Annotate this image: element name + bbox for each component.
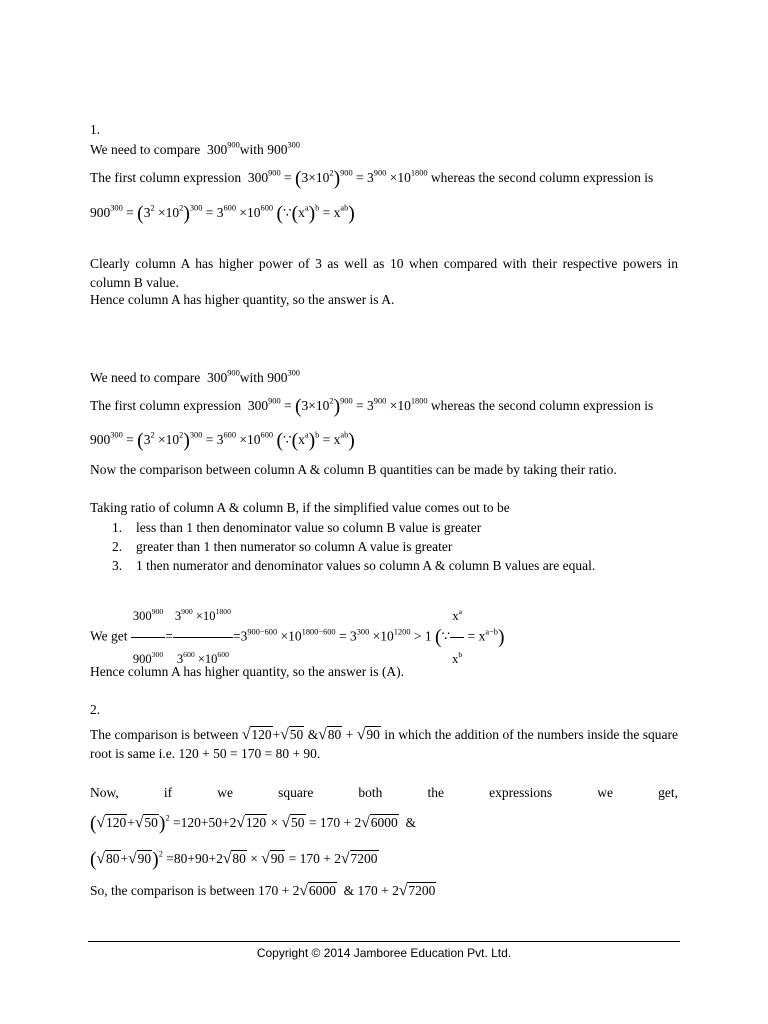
alt-expr-b: $900^{300}$ (267, 368, 300, 385)
footer-copyright: Copyright © 2014 Jamboree Education Pvt. Ltd. (256, 946, 512, 960)
alt-comparison-line: Now the comparison between column A & column B quantities can be made by taking their ratio. (90, 462, 617, 477)
alt-first-column-line (90, 396, 678, 418)
list-item: 3. 1 then numerator and denominator values so column A & column B values are equal. (112, 558, 596, 573)
q2-comparison-paragraph: The comparison is between √120+√50 &√80 + √90 in which the addition of the numbers inside the square root is same i.e. 120 + 50 = 170 = 80 + 90. (90, 726, 679, 761)
list-item: 2. greater than 1 then numerator so column A value is greater (112, 539, 453, 554)
q2-now-line: Now, if we square both the expressions we get, (90, 785, 678, 800)
footer-divider (88, 941, 680, 942)
alt-first-col-label: The first column expression (90, 398, 242, 413)
q2-square-formula-2: $(√80+√90)^2 =80+90+2√80 \times √90 = 170 + 2√7200$ (90, 849, 378, 871)
q1-compare-label: We need to compare (90, 142, 201, 157)
alt-compare-label: We need to compare (90, 370, 201, 385)
alt-expr-a: $300^{900}$ (203, 368, 240, 385)
q1-compare-line (90, 142, 300, 158)
q1-with-word: with (239, 142, 264, 157)
alt-whereas-text: whereas the second column expression is (430, 398, 654, 413)
alt-first-col-formula: $300^{900} = (3\times 10^2)^{900} = 3^{900} \times 10^{1800}$ (244, 396, 428, 418)
q2-square-formula-1: $(√120+√50)^2 =120+50+2√120 \times √50 = 170 + 2√6000$ & (90, 813, 417, 835)
q2-so-line: So, the comparison is between 170 + 2√6000 & 170 + 2√7200 (90, 882, 436, 899)
alt-hence-line: Hence column A has higher quantity, so the answer is (A). (90, 664, 405, 679)
q1-expr-a: $300^{900}$ (203, 140, 240, 157)
q1-clearly-paragraph: Clearly column A has higher power of 3 as well as 10 when compared with their respective powers in column B value. (90, 256, 678, 290)
q1-first-col-formula: $300^{900} = (3\times 10^2)^{900} = 3^{900} \times 10^{1800}$ (244, 168, 428, 190)
q1-first-column-line (90, 168, 678, 190)
alt-ratio-line: Taking ratio of column A & column B, if the simplified value comes out to be (90, 500, 510, 515)
q1-whereas-text: whereas the second column expression is (430, 170, 654, 185)
alt-second-column-formula: $900^{300} = (3^2 \times 10^2)^{300} = 3^{600} \times 10^{600}$ $(\because(x^a)^b = x^{ab})$ (90, 430, 355, 452)
alt-compare-line (90, 370, 300, 386)
alt-condition-list (112, 518, 595, 575)
q1-second-column-formula: $900^{300} = (3^2 \times 10^2)^{300} = 3^{600} \times 10^{600}$ $(\because(x^a)^b = x^{ab})$ (90, 203, 355, 225)
alt-we-get-formula: We get $\frac{300^{900}}{900^{300}}$ = $\frac{3^{900} \times 10^{1800}}{3^{600} \times 10^{600}}$ $=3^{900-600} \times 10^{1800-600} = 3^{300} \times 10^{1200} > 1$ (∵ $\frac{x^a}{x^b}$ = $x^{a-b}$) (90, 596, 505, 679)
q1-expr-b: $900^{300}$ (267, 140, 300, 157)
q1-hence-line: Hence column A has higher quantity, so the answer is A. (90, 292, 395, 307)
alt-we-get-label: We get (90, 628, 128, 644)
alt-with-word: with (239, 370, 264, 385)
question-number-1: 1. (90, 122, 101, 137)
question-number-2: 2. (90, 702, 101, 717)
q1-first-col-label: The first column expression (90, 170, 242, 185)
list-item: 1. less than 1 then denominator value so column B value is greater (112, 520, 482, 535)
